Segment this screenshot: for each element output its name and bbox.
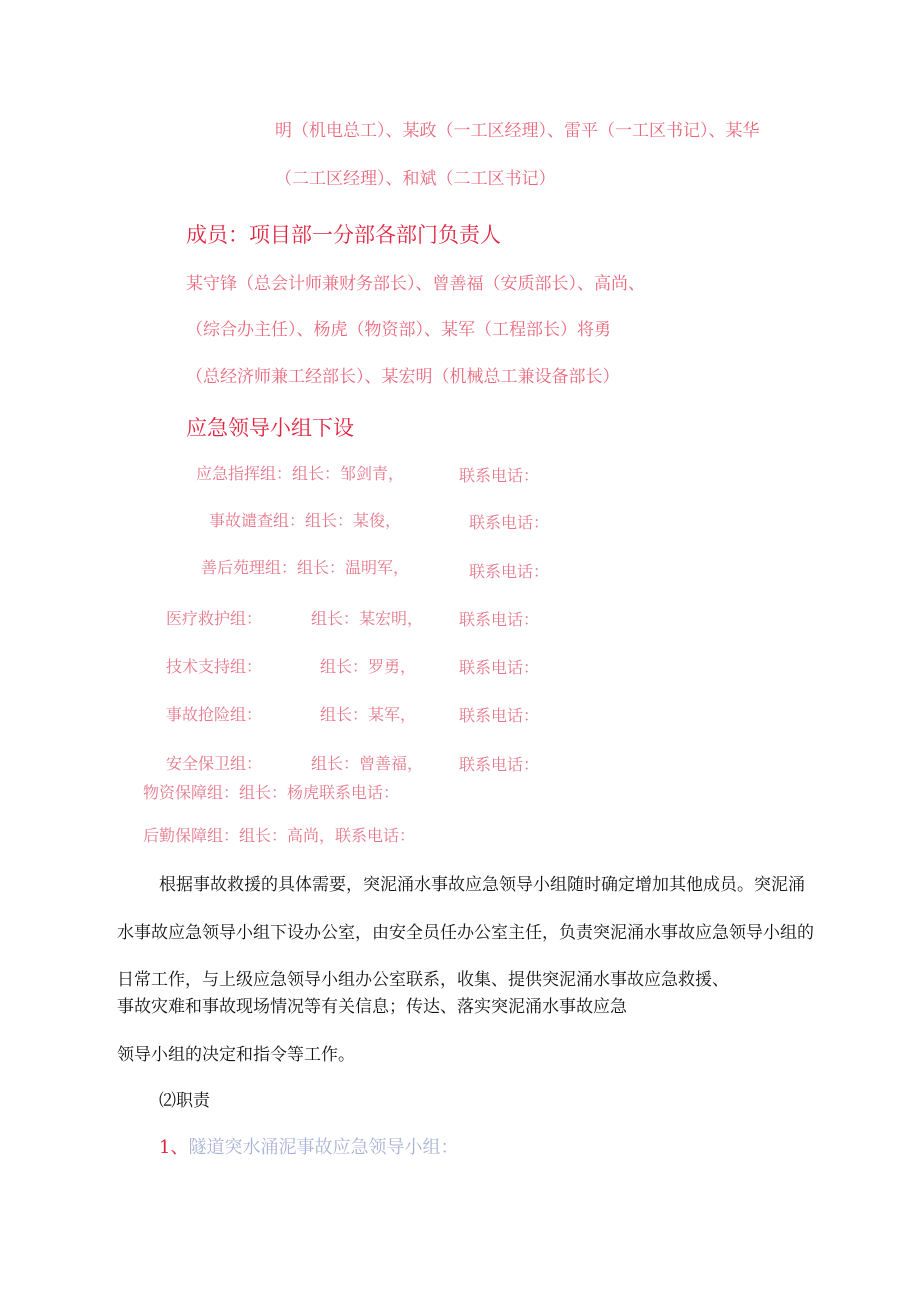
group-row: 事故抢险组： xyxy=(166,705,263,724)
members-line-1: 某守锋（总会计师兼财务部长）、曾善福（安质部长）、高尚、 xyxy=(186,274,645,294)
members-line-2: （综合办主任）、杨虎（物资部）、某军（工程部长）将勇 xyxy=(186,320,611,340)
group-row-extra-1: 物资保障组：组长：杨虎联系电话： xyxy=(143,783,400,802)
section-item-number: 1、 xyxy=(159,1137,189,1158)
group-phone: 联系电话： xyxy=(469,513,550,532)
group-phone: 联系电话： xyxy=(459,755,540,774)
section-item xyxy=(159,1139,458,1157)
group-phone: 联系电话： xyxy=(469,562,550,581)
body-paragraph-line-2: 水事故应急领导小组下设办公室，由安全员任办公室主任，负责突泥涌水事故应急领导小组的 xyxy=(117,923,814,943)
group-leader: 组长：某宏明， xyxy=(311,609,424,628)
intro-line-1: 明（机电总工）、某政（一工区经理）、雷平（一工区书记）、某华 xyxy=(275,121,760,141)
group-phone: 联系电话： xyxy=(459,706,540,725)
group-phone: 联系电话： xyxy=(459,610,540,629)
groups-heading: 应急领导小组下设 xyxy=(186,416,354,440)
body-paragraph-line-5: 领导小组的决定和指令等工作。 xyxy=(117,1045,355,1065)
group-phone: 联系电话： xyxy=(459,658,540,677)
members-line-3: （总经济师兼工经部长）、某宏明（机械总工兼设备部长） xyxy=(186,367,620,387)
group-row: 应急指挥组：组长：邹剑青， xyxy=(196,464,405,483)
group-leader: 组长：罗勇， xyxy=(320,657,417,676)
group-row: 技术支持组： xyxy=(166,657,263,676)
group-row-extra-2: 后勤保障组：组长：高尚，联系电话： xyxy=(143,826,416,845)
body-paragraph-line-4: 事故灾难和事故现场情况等有关信息；传达、落实突泥涌水事故应急 xyxy=(117,997,627,1017)
group-row: 善后苑理组：组长：温明军， xyxy=(201,558,410,577)
section-item-text: 隧道突水涌泥事故应急领导小组： xyxy=(188,1137,459,1158)
body-paragraph-line-1: 根据事故救援的具体需要，突泥涌水事故应急领导小组随时确定增加其他成员。突泥涌 xyxy=(159,875,805,895)
body-paragraph-line-3: 日常工作，与上级应急领导小组办公室联系，收集、提供突泥涌水事故应急救援、 xyxy=(117,970,729,990)
intro-line-2: （二工区经理）、和斌（二工区书记） xyxy=(275,169,556,189)
group-row: 事故谴查组：组长：某俊， xyxy=(209,511,402,530)
group-leader: 组长：某军， xyxy=(320,705,417,724)
group-row: 安全保卫组： xyxy=(166,754,263,773)
section-label: ⑵职责 xyxy=(159,1091,210,1111)
group-row: 医疗救护组： xyxy=(166,609,263,628)
group-leader: 组长：曾善福， xyxy=(311,754,424,773)
group-phone: 联系电话： xyxy=(459,466,540,485)
members-heading: 成员：项目部一分部各部门负责人 xyxy=(186,223,501,247)
